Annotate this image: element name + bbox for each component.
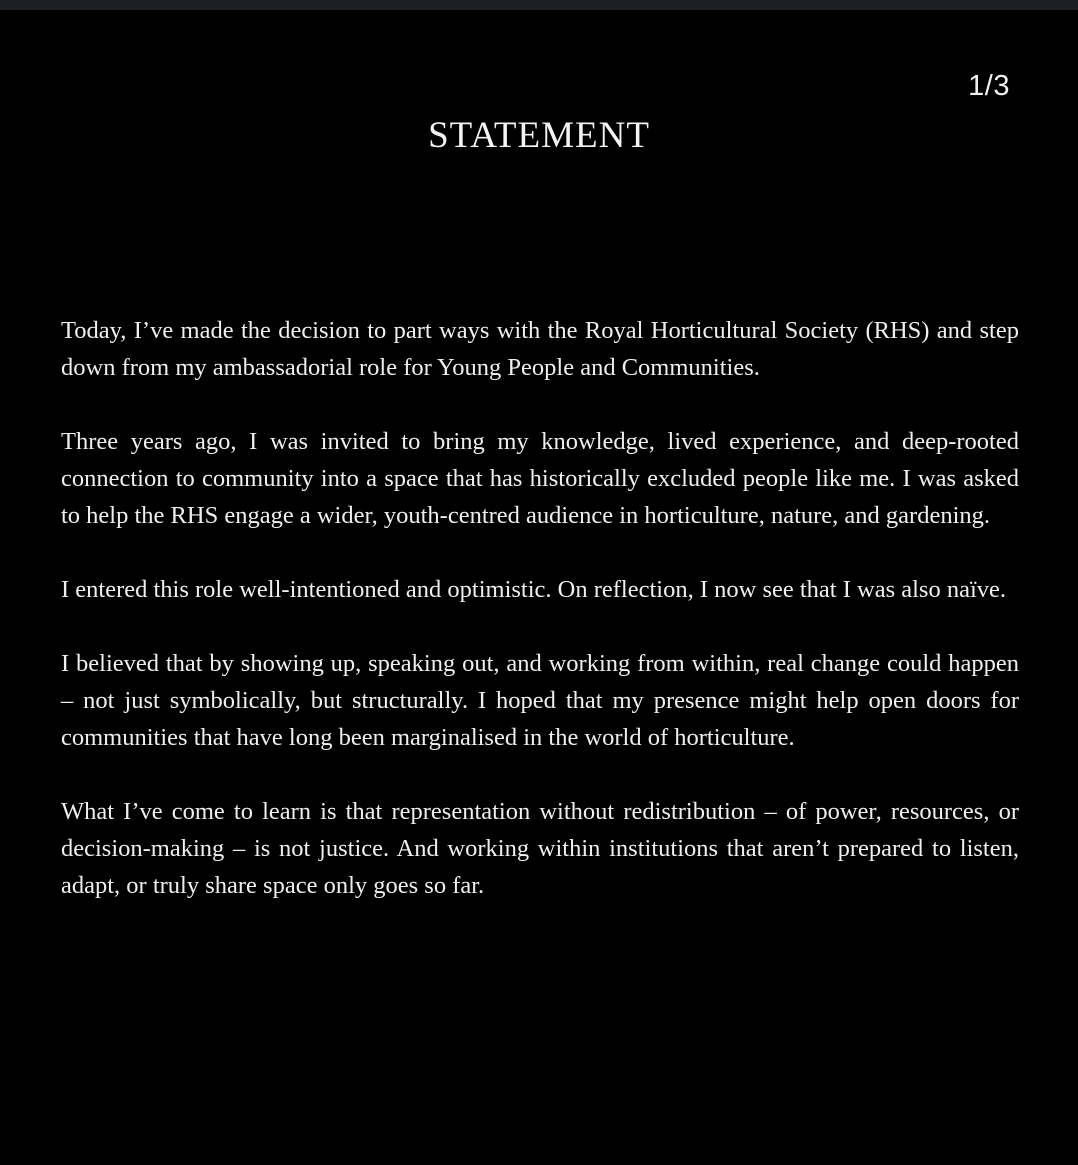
paragraph: Three years ago, I was invited to bring my knowledge, lived experience, and deep-rooted connection to community into a space that has historically excluded people like me. I was asked to help the RHS engage a wider, youth-centred audience in horticulture, nature, and gardening. xyxy=(61,428,1019,529)
status-bar xyxy=(0,0,1078,10)
paragraph: I believed that by showing up, speaking out, and working from within, real change could happen – not just symbolically, but structurally. I hoped that my presence might help open doors for communities that have long been marginalised in the world of horticulture. xyxy=(61,650,1019,751)
paragraph: What I’ve come to learn is that representation without redistribution – of power, resources, or decision-making – is not justice. And working within institutions that aren’t prepared to listen, adapt, or truly share space only goes so far. xyxy=(61,798,1019,899)
page-indicator: 1/3 xyxy=(968,70,1010,102)
paragraph: I entered this role well-intentioned and optimistic. On reflection, I now see that I was also naïve. xyxy=(61,576,1007,603)
paragraph: Today, I’ve made the decision to part ways with the Royal Horticultural Society (RHS) and step down from my ambassadorial role for Young People and Communities. xyxy=(61,317,1019,381)
statement-body xyxy=(61,312,1019,941)
statement-title: STATEMENT xyxy=(428,115,650,156)
